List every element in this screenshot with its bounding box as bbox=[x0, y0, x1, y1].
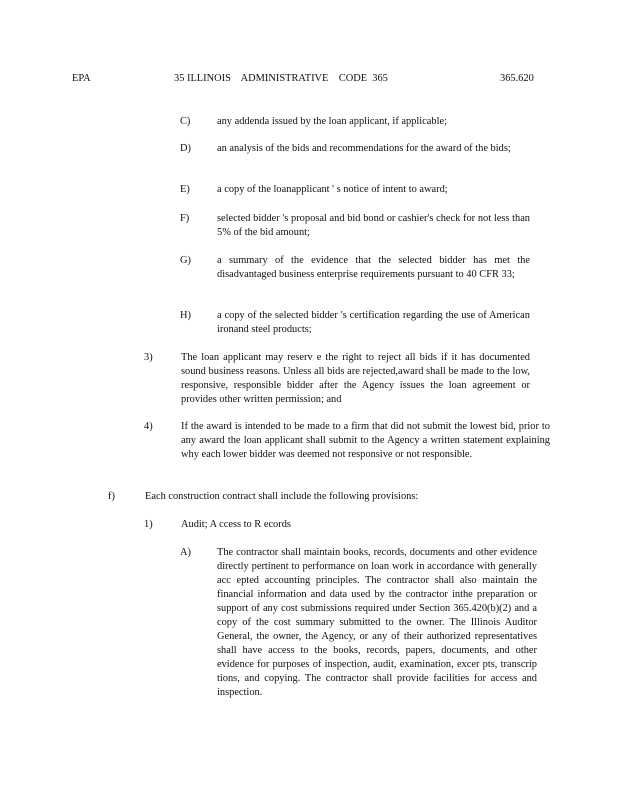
item-label: G) bbox=[180, 255, 191, 266]
page-header bbox=[0, 72, 618, 86]
item-text: a copy of the loanapplicant ' s notice of intent to award; bbox=[217, 184, 448, 195]
item-label: 1) bbox=[144, 519, 153, 530]
item-label: F) bbox=[180, 213, 190, 224]
header-agency: EPA bbox=[72, 73, 91, 84]
item-text: selected bidder 's proposal and bid bond or cashier's check for not less than 5% of the bid amount; bbox=[217, 213, 530, 238]
item-label: f) bbox=[108, 491, 115, 502]
header-section-number: 365.620 bbox=[500, 73, 534, 84]
item-text: Audit; A ccess to R ecords bbox=[181, 519, 291, 530]
item-label: 4) bbox=[144, 421, 153, 432]
item-label: D) bbox=[180, 143, 191, 154]
item-label: H) bbox=[180, 310, 191, 321]
header-title: 35 ILLINOIS ADMINISTRATIVE CODE 365 bbox=[174, 73, 388, 84]
item-text: any addenda issued by the loan applicant, if applicable; bbox=[217, 116, 447, 127]
item-label: E) bbox=[180, 184, 190, 195]
item-text: an analysis of the bids and recommendations for the award of the bids; bbox=[217, 143, 511, 154]
item-text: Each construction contract shall include the following provisions: bbox=[145, 491, 419, 502]
item-text: a copy of the selected bidder 's certification regarding the use of American ironand steel products; bbox=[217, 310, 530, 335]
item-text: The loan applicant may reserv e the right to reject all bids if it has documented sound business reasons. Unless all bids are rejected,award shall be made to the low, responsive, responsible bidder after the Agency issues the loan agreement or provides other written permission; and bbox=[181, 352, 530, 405]
item-label: 3) bbox=[144, 352, 153, 363]
item-text: If the award is intended to be made to a firm that did not submit the lowest bid, prior to any award the loan applicant shall submit to the Agency a written statement explaining why each lower bidder was deemed not responsive or not responsible. bbox=[181, 421, 550, 460]
item-text: a summary of the evidence that the selected bidder has met the disadvantaged business enterprise requirements pursuant to 40 CFR 33; bbox=[217, 255, 530, 280]
item-label: C) bbox=[180, 116, 191, 127]
item-label: A) bbox=[180, 547, 191, 558]
item-text: The contractor shall maintain books, records, documents and other evidence directly pertinent to performance on loan work in accordance with generally acc epted accounting principles. The contractor shall also maintain the financial information and data used by the contractor inthe preparation or support of any cost submissions required under Section 365.420(b)(2) and a copy of the cost summary submitted to the owner. The Illinois Auditor General, the owner, the Agency, or any of their authorized representatives shall have access to the books, records, papers, documents, and other evidence for purposes of inspection, audit, examination, excer pts, transcrip tions, and copying. The contractor shall provide facilities for access and inspection. bbox=[217, 547, 537, 698]
